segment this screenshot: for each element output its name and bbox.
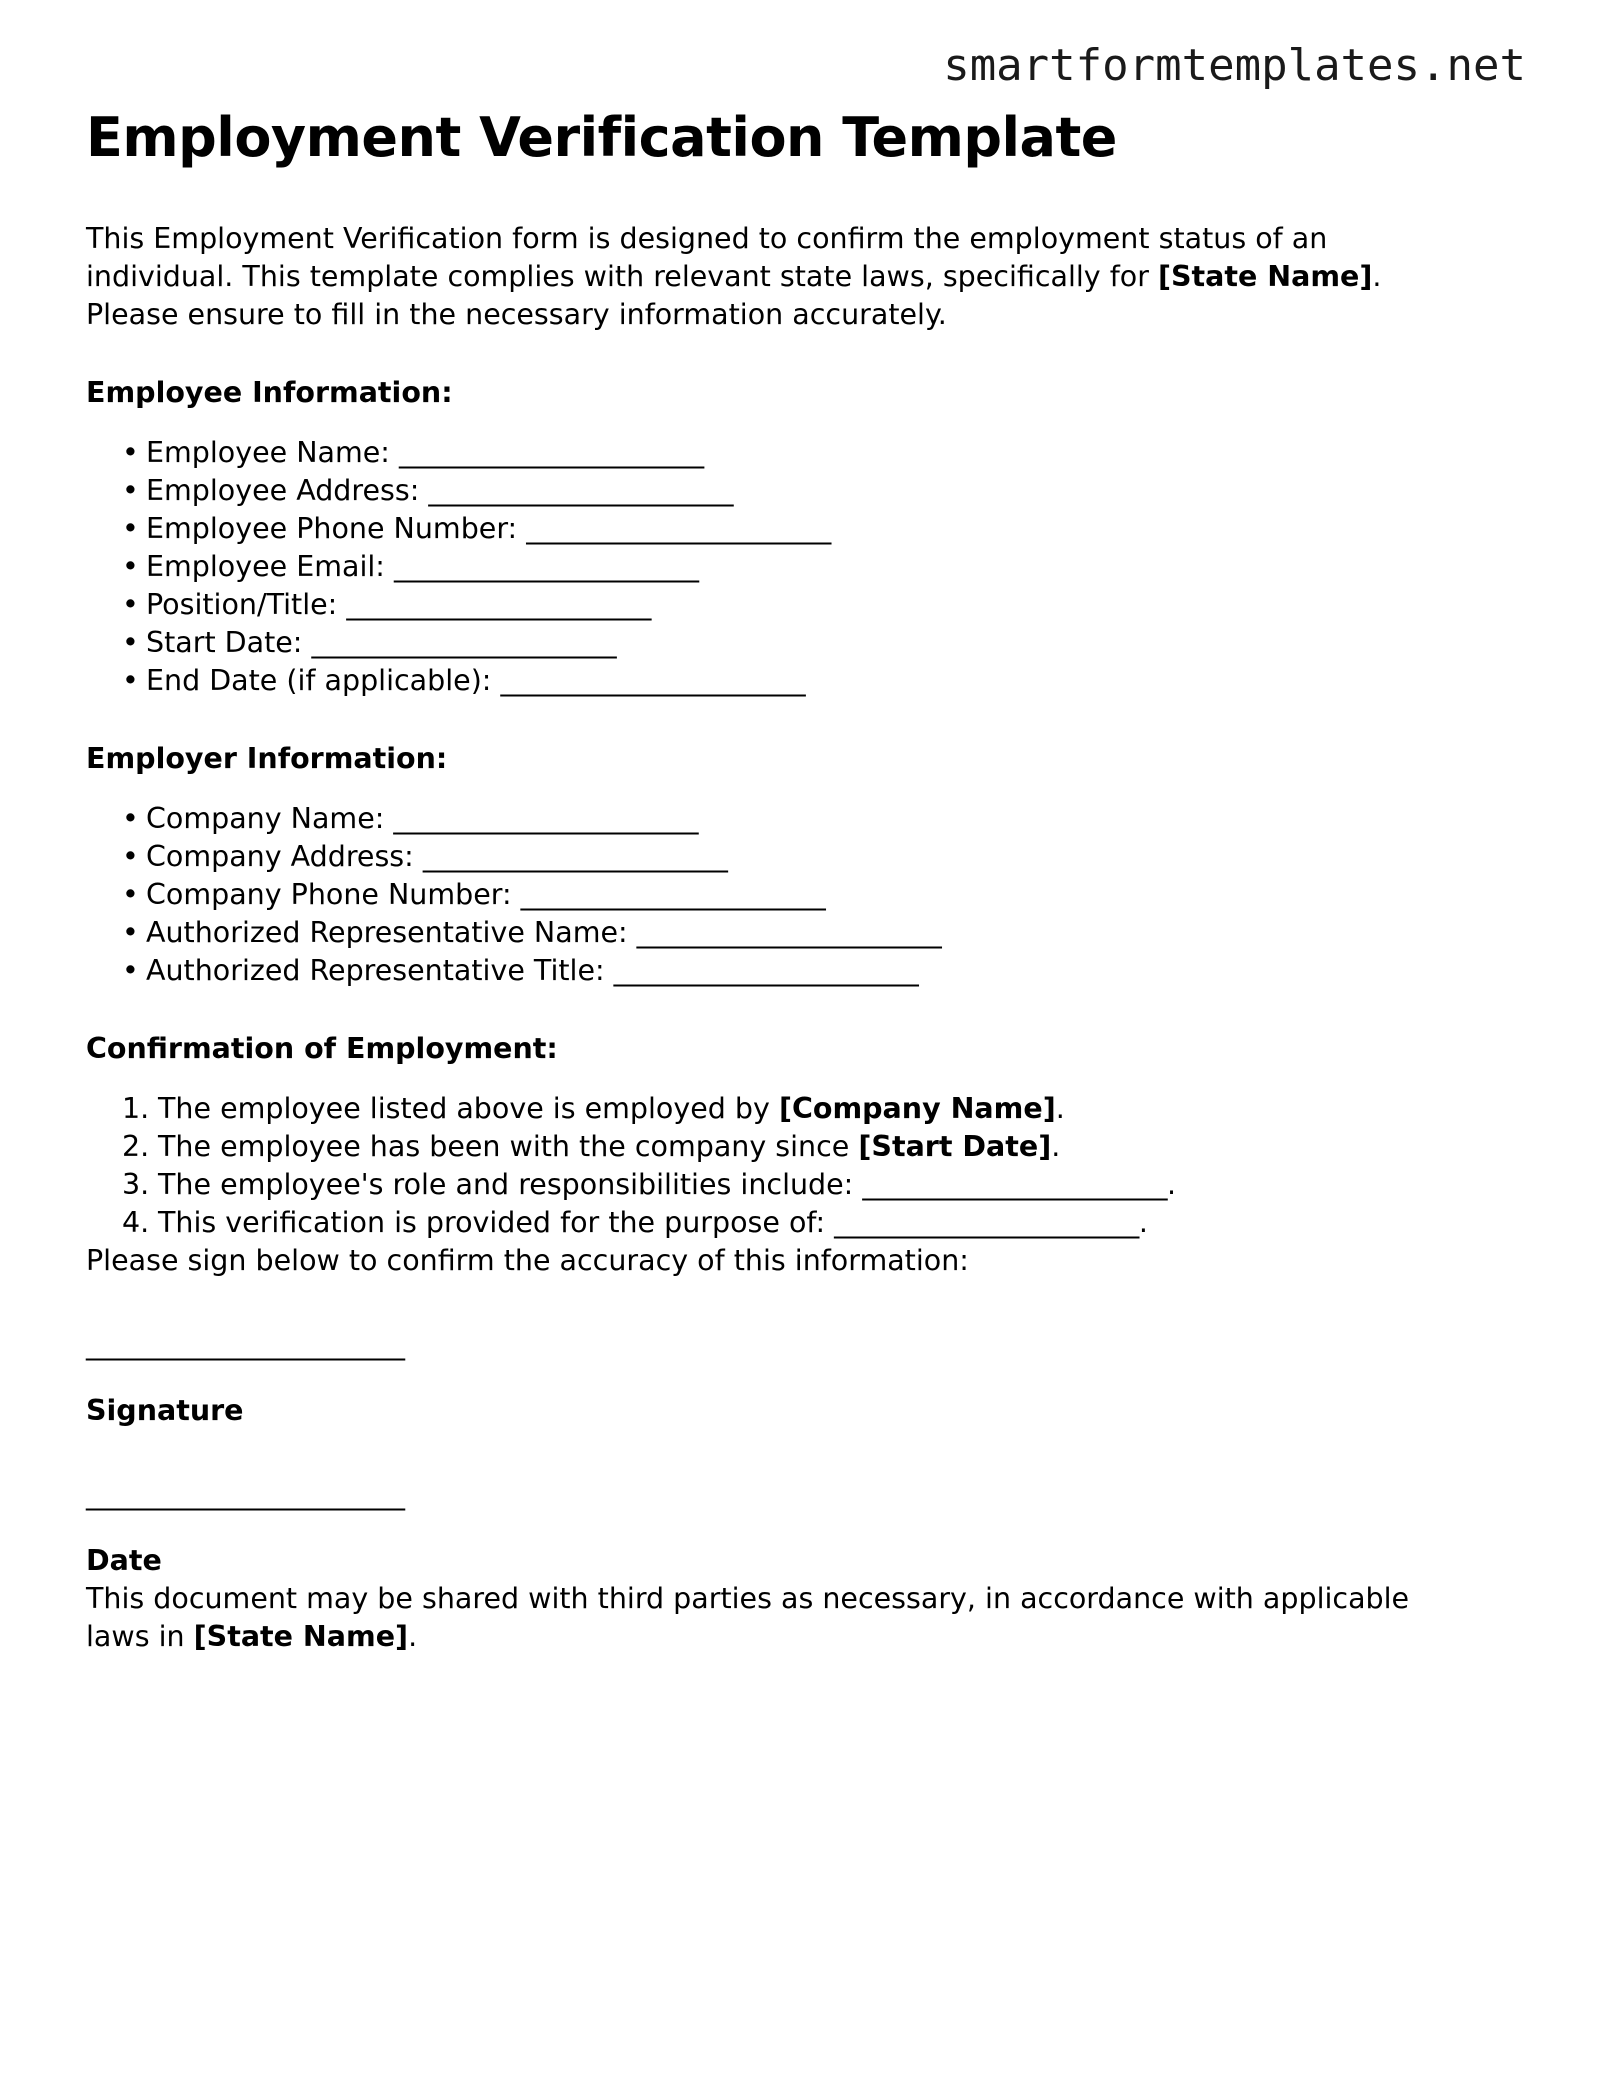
document-body (86, 220, 1506, 1656)
bullet-icon: • (122, 626, 139, 659)
field-label: Employee Name: (146, 436, 390, 469)
confirmation-of-employment-heading: Confirmation of Employment: (86, 1032, 558, 1065)
list-item (86, 434, 1506, 472)
bullet-icon: • (122, 436, 139, 469)
list-marker: 4. (122, 1206, 150, 1239)
bullet-icon: • (122, 840, 139, 873)
field-label: Authorized Representative Title: (146, 954, 605, 987)
item-text-tail: . (1167, 1168, 1177, 1201)
list-marker: 3. (122, 1168, 150, 1201)
site-watermark: smartformtemplates.net (943, 40, 1526, 91)
closing-state-placeholder: [State Name] (193, 1620, 409, 1653)
fill-in-blank[interactable]: ______________________ (311, 626, 617, 659)
confirmation-item-list (86, 1090, 1506, 1242)
date-label: Date (86, 1544, 162, 1577)
fill-in-blank[interactable]: ______________________ (428, 474, 734, 507)
fill-in-blank[interactable]: ______________________ (834, 1206, 1139, 1239)
fill-in-blank[interactable]: ______________________ (862, 1168, 1168, 1201)
field-label: Company Name: (146, 802, 385, 835)
item-text: The employee's role and responsibilities include: (158, 1168, 863, 1201)
list-item (86, 914, 1506, 952)
item-text: This verification is provided for the purpose of: (158, 1206, 835, 1239)
sign-prompt-paragraph: Please sign below to confirm the accuracy of this information: (86, 1244, 969, 1277)
field-label: Start Date: (146, 626, 303, 659)
list-item (86, 838, 1506, 876)
intro-paragraph (86, 220, 1451, 334)
signature-line[interactable]: _______________________ (86, 1328, 405, 1361)
closing-paragraph (86, 1580, 1446, 1656)
bullet-icon: • (122, 550, 139, 583)
list-item (86, 800, 1506, 838)
fill-in-blank[interactable]: ______________________ (636, 916, 942, 949)
field-label: Authorized Representative Name: (146, 916, 628, 949)
intro-text-lead: This Employment Verification form is designed to confirm the employment status of an individual. This template complies with relevant state laws, specifically for (86, 222, 1328, 293)
fill-in-blank[interactable]: ______________________ (346, 588, 652, 621)
item-placeholder: [Company Name] (778, 1092, 1056, 1125)
item-text-tail: . (1138, 1206, 1148, 1239)
list-item (86, 624, 1506, 662)
list-item (86, 548, 1506, 586)
page-title: Employment Verification Template (86, 106, 1117, 169)
employee-information-heading: Employee Information: (86, 376, 453, 409)
list-item (86, 1204, 1506, 1242)
list-item (86, 1166, 1506, 1204)
list-marker: 1. (122, 1092, 150, 1125)
list-item (86, 472, 1506, 510)
field-label: Employee Address: (146, 474, 420, 507)
fill-in-blank[interactable]: ______________________ (393, 802, 699, 835)
item-text: The employee has been with the company since (158, 1130, 859, 1163)
bullet-icon: • (122, 664, 139, 697)
closing-text-lead: This document may be shared with third parties as necessary, in accordance with applicable laws in (86, 1582, 1410, 1653)
intro-text-tail: . Please ensure to fill in the necessary information accurately. (86, 260, 1382, 331)
field-label: Employee Phone Number: (146, 512, 518, 545)
closing-text-tail: . (408, 1620, 418, 1653)
field-label: End Date (if applicable): (146, 664, 492, 697)
date-block (86, 1476, 1506, 1580)
item-text-tail: . (1051, 1130, 1061, 1163)
signature-block (86, 1326, 1506, 1430)
fill-in-blank[interactable]: ______________________ (398, 436, 704, 469)
signature-label: Signature (86, 1394, 244, 1427)
field-label: Company Phone Number: (146, 878, 512, 911)
fill-in-blank[interactable]: ______________________ (422, 840, 728, 873)
fill-in-blank[interactable]: ______________________ (500, 664, 806, 697)
list-item (86, 510, 1506, 548)
list-item (86, 662, 1506, 700)
fill-in-blank[interactable]: ______________________ (520, 878, 826, 911)
bullet-icon: • (122, 512, 139, 545)
employee-field-list (86, 434, 1506, 700)
employer-information-heading: Employer Information: (86, 742, 448, 775)
item-placeholder: [Start Date] (858, 1130, 1052, 1163)
list-marker: 2. (122, 1130, 150, 1163)
item-text: The employee listed above is employed by (158, 1092, 779, 1125)
item-text-tail: . (1055, 1092, 1065, 1125)
bullet-icon: • (122, 474, 139, 507)
bullet-icon: • (122, 802, 139, 835)
intro-state-placeholder: [State Name] (1157, 260, 1373, 293)
field-label: Company Address: (146, 840, 414, 873)
date-line[interactable]: _______________________ (86, 1478, 405, 1511)
list-item (86, 876, 1506, 914)
fill-in-blank[interactable]: ______________________ (526, 512, 831, 545)
bullet-icon: • (122, 916, 139, 949)
bullet-icon: • (122, 878, 139, 911)
fill-in-blank[interactable]: ______________________ (613, 954, 919, 987)
list-item (86, 1128, 1506, 1166)
bullet-icon: • (122, 588, 139, 621)
list-item (86, 952, 1506, 990)
field-label: Position/Title: (146, 588, 338, 621)
fill-in-blank[interactable]: ______________________ (393, 550, 699, 583)
employer-field-list (86, 800, 1506, 990)
field-label: Employee Email: (146, 550, 385, 583)
list-item (86, 586, 1506, 624)
list-item (86, 1090, 1506, 1128)
bullet-icon: • (122, 954, 139, 987)
